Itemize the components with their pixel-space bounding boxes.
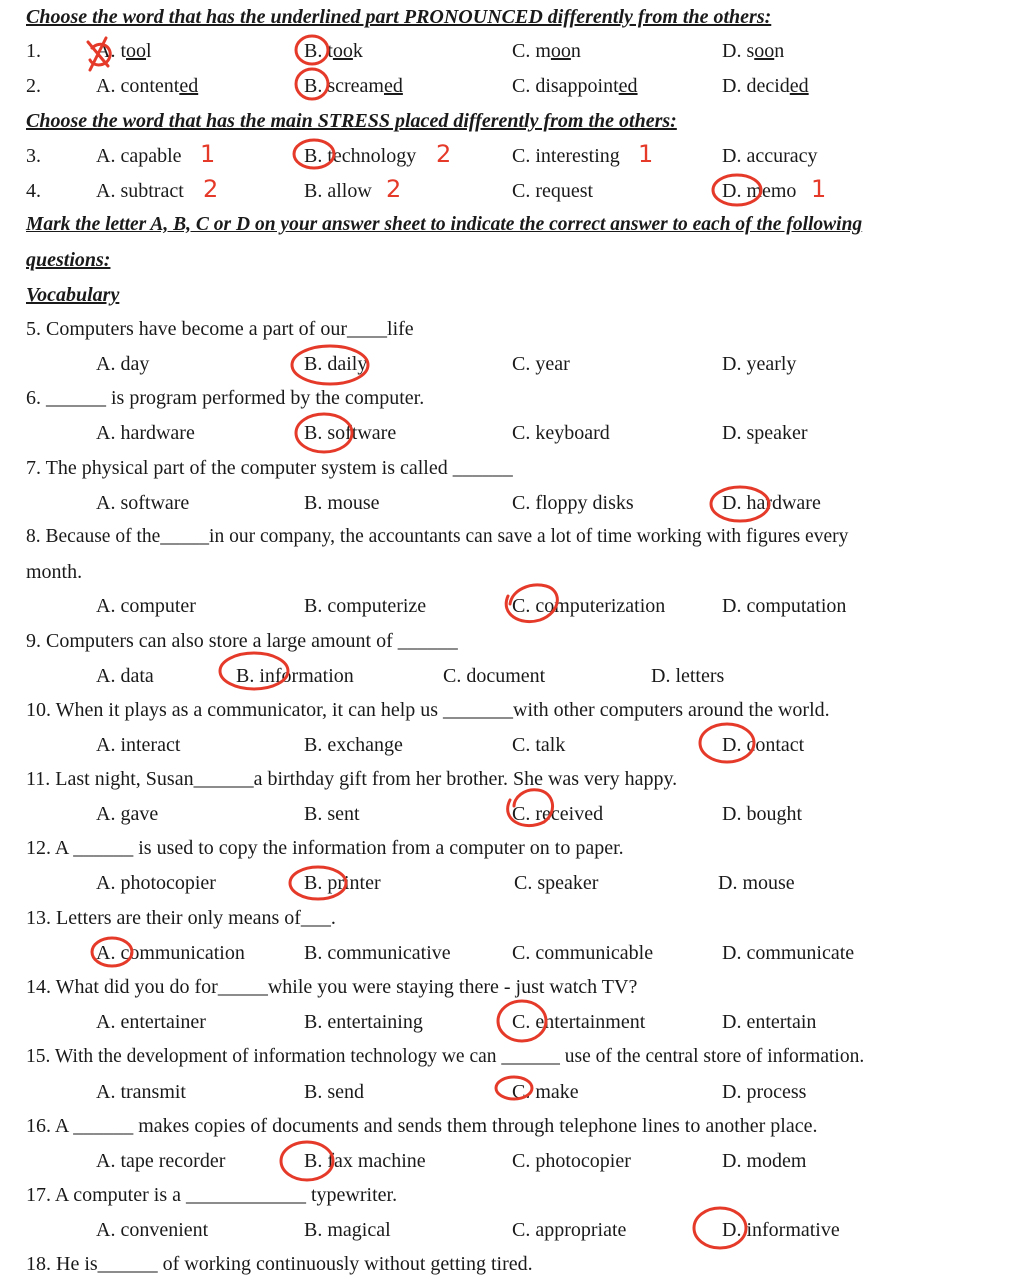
option-c: C. make	[512, 1081, 579, 1103]
question-number: 4.	[26, 180, 41, 202]
mark-instruction-cont: questions:	[26, 249, 111, 271]
option-b: B. magical	[304, 1219, 391, 1241]
question-stem: 12. A ______ is used to copy the information from a computer on to paper.	[26, 837, 624, 859]
option-d: D. process	[722, 1081, 807, 1103]
option-a: A. software	[96, 492, 190, 514]
option-b: B. mouse	[304, 492, 380, 514]
option-a: A. tool	[96, 40, 152, 62]
option-d: D. letters	[651, 665, 725, 687]
option-d: D. yearly	[722, 353, 797, 375]
option-b: B. fax machine	[304, 1150, 426, 1172]
option-c: C. entertainment	[512, 1011, 646, 1033]
question-stem: 11. Last night, Susan______a birthday gift from her brother. She was very happy.	[26, 768, 678, 790]
option-a: A. interact	[96, 734, 181, 756]
option-b: B. sent	[304, 803, 360, 825]
option-a: A. entertainer	[96, 1011, 206, 1033]
question-stem: 13. Letters are their only means of___.	[26, 907, 336, 929]
option-b: B. allow	[304, 180, 372, 202]
stress-mark: 1	[638, 140, 654, 168]
option-a: A. subtract	[96, 180, 184, 202]
question-number: 1.	[26, 40, 41, 62]
option-c: C. disappointed	[512, 75, 638, 97]
option-b: B. entertaining	[304, 1011, 423, 1033]
vocabulary-heading: Vocabulary	[26, 284, 120, 306]
question-stem-cont: month.	[26, 561, 83, 583]
option-b: B. software	[304, 422, 397, 444]
option-b: B. communicative	[304, 942, 451, 964]
option-a: A. capable	[96, 145, 182, 167]
option-d: D. contact	[722, 734, 805, 756]
stress-mark: 1	[811, 175, 827, 203]
option-b: B. computerize	[304, 595, 427, 617]
question-stem: 18. He is______ of working continuously without getting tired.	[26, 1253, 533, 1275]
option-c: C. year	[512, 353, 570, 375]
option-d: D. bought	[722, 803, 802, 825]
option-d: D. decided	[722, 75, 809, 97]
stress-mark: 2	[386, 175, 402, 203]
option-a: A. transmit	[96, 1081, 186, 1103]
question-stem: 7. The physical part of the computer system is called ______	[26, 457, 513, 479]
option-c: C. interesting	[512, 145, 620, 167]
option-c: C. request	[512, 180, 594, 202]
question-stem: 5. Computers have become a part of our____life	[26, 318, 414, 340]
question-stem: 15. With the development of information technology we can ______ use of the central store of information.	[26, 1046, 865, 1067]
option-c: C. communicable	[512, 942, 654, 964]
option-c: C. floppy disks	[512, 492, 634, 514]
option-a: A. gave	[96, 803, 159, 825]
option-d: D. hardware	[722, 492, 821, 514]
option-a: A. data	[96, 665, 154, 687]
stress-mark: 2	[203, 175, 219, 203]
option-c: C. received	[512, 803, 604, 825]
option-d: D. memo	[722, 180, 797, 202]
option-b: B. screamed	[304, 75, 403, 97]
option-c: C. computerization	[512, 595, 666, 617]
question-number: 2.	[26, 75, 41, 97]
option-d: D. communicate	[722, 942, 855, 964]
option-a: A. convenient	[96, 1219, 209, 1241]
question-stem: 6. ______ is program performed by the computer.	[26, 387, 425, 409]
question-stem: 14. What did you do for_____while you were staying there - just watch TV?	[26, 976, 638, 998]
option-d: D. modem	[722, 1150, 807, 1172]
stress-mark: 1	[200, 140, 216, 168]
option-b: B. took	[304, 40, 363, 62]
question-number: 3.	[26, 145, 41, 167]
option-c: C. speaker	[514, 872, 599, 894]
option-c: C. moon	[512, 40, 581, 62]
option-a: A. contented	[96, 75, 199, 97]
question-stem: 16. A ______ makes copies of documents and sends them through telephone lines to another place.	[26, 1115, 818, 1137]
option-a: A. day	[96, 353, 150, 375]
option-d: D. mouse	[718, 872, 795, 894]
stress-mark: 2	[436, 140, 452, 168]
mark-instruction: Mark the letter A, B, C or D on your answer sheet to indicate the correct answer to each of the following	[26, 214, 863, 235]
option-b: B. send	[304, 1081, 364, 1103]
option-b: B. exchange	[304, 734, 403, 756]
option-a: A. tape recorder	[96, 1150, 226, 1172]
question-stem: 10. When it plays as a communicator, it can help us _______with other computers around the world.	[26, 699, 830, 721]
stress-instruction: Choose the word that has the main STRESS placed differently from the others:	[26, 110, 677, 132]
option-a: A. communication	[96, 942, 245, 964]
question-stem: 9. Computers can also store a large amount of ______	[26, 630, 458, 652]
option-d: D. accuracy	[722, 145, 818, 167]
option-c: C. appropriate	[512, 1219, 627, 1241]
option-c: C. document	[443, 665, 546, 687]
option-d: D. entertain	[722, 1011, 817, 1033]
option-b: B. information	[236, 665, 354, 687]
pronunciation-instruction: Choose the word that has the underlined part PRONOUNCED differently from the others:	[26, 6, 772, 28]
option-b: B. daily	[304, 353, 368, 375]
option-a: A. photocopier	[96, 872, 216, 894]
question-stem: 17. A computer is a ____________ typewriter.	[26, 1184, 398, 1206]
option-d: D. speaker	[722, 422, 808, 444]
option-c: C. keyboard	[512, 422, 610, 444]
option-a: A. computer	[96, 595, 196, 617]
option-b: B. technology	[304, 145, 417, 167]
option-c: C. photocopier	[512, 1150, 631, 1172]
option-c: C. talk	[512, 734, 566, 756]
question-stem: 8. Because of the_____in our company, the accountants can save a lot of time working with figures every	[26, 526, 849, 547]
option-a: A. hardware	[96, 422, 195, 444]
option-b: B. printer	[304, 872, 381, 894]
option-d: D. informative	[722, 1219, 840, 1241]
option-d: D. computation	[722, 595, 847, 617]
option-d: D. soon	[722, 40, 785, 62]
